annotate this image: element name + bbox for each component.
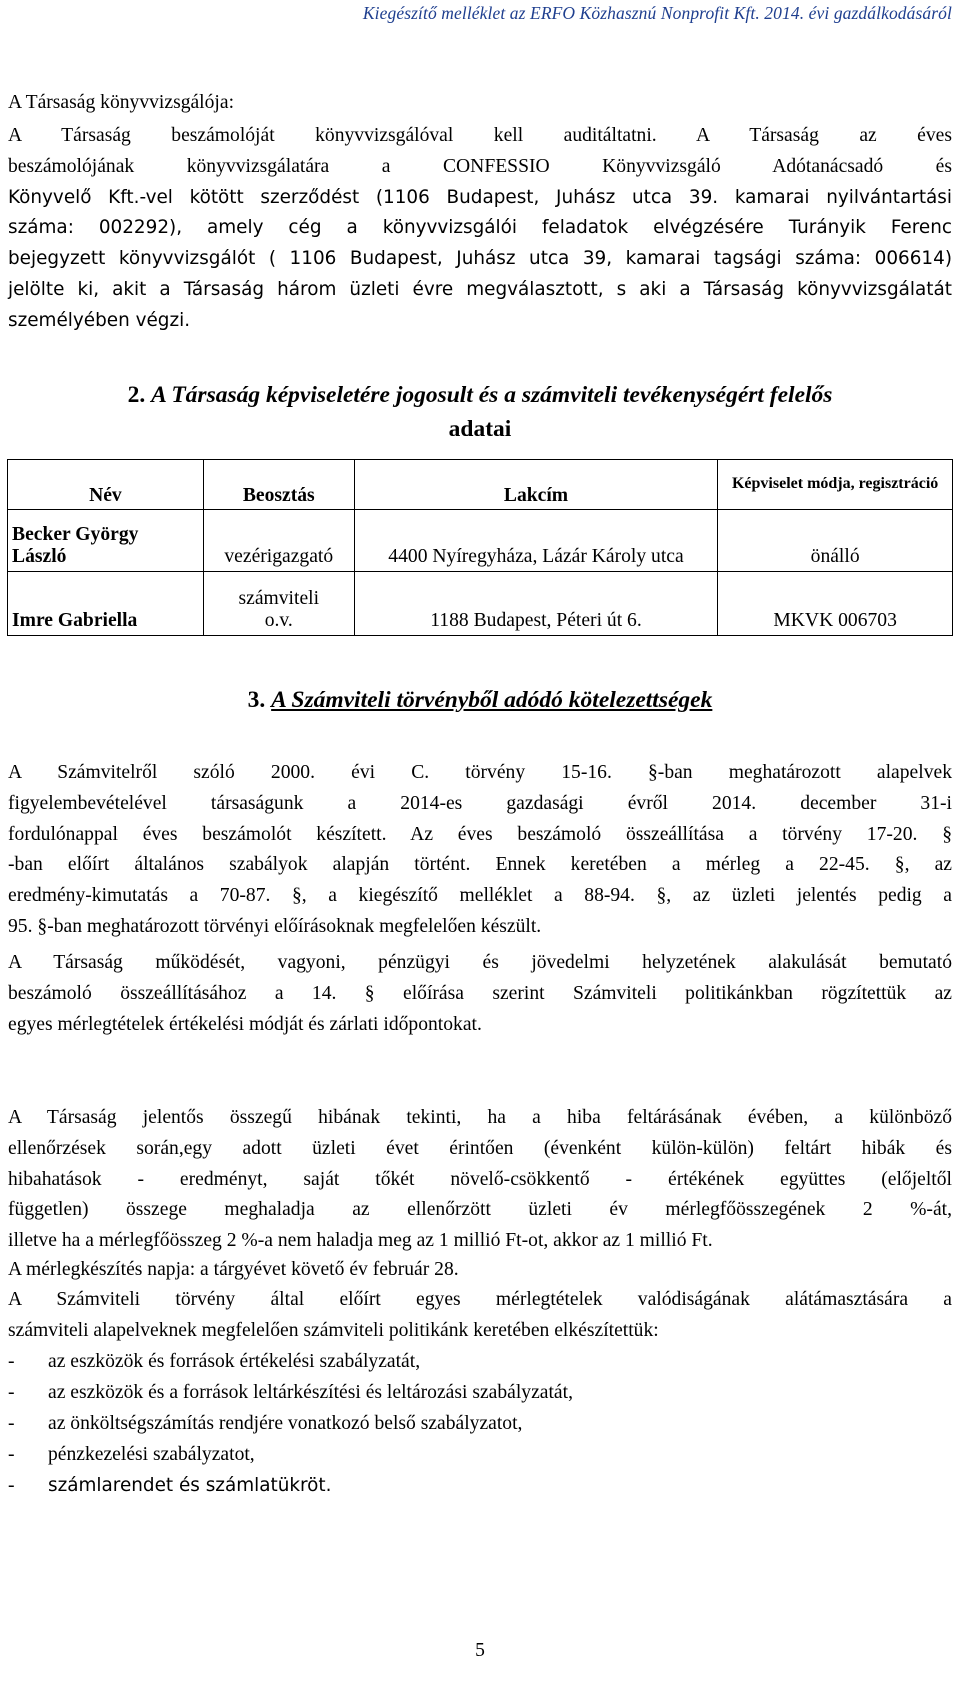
cell-representation: MKVK 006703: [718, 572, 953, 636]
cell-representation: önálló: [718, 510, 953, 572]
list-item: [8, 1378, 573, 1409]
section-3-heading: [0, 683, 960, 717]
text-line: hibahatások - eredményt, saját tőkét növelő-csökkentő - értékének együttes (előjeltől: [8, 1168, 952, 1190]
page-header: Kiegészítő melléklet az ERFO Közhasznú Nonprofit Kft. 2014. évi gazdálkodásáról: [362, 3, 952, 23]
header-representation: Képviselet módja, regisztráció: [718, 460, 953, 510]
audit-line: jelölte ki, akit a Társaság három üzleti évre megválasztott, s aki a Társaság könyvvizsgálatát: [8, 278, 952, 300]
audit-line: személyében végzi.: [8, 309, 191, 331]
position-line: számviteli: [238, 588, 320, 609]
header-address: Lakcím: [354, 460, 718, 510]
section-2-title: A Társaság képviseletére jogosult és a számviteli tevékenységért felelős: [151, 382, 833, 408]
audit-line: bejegyzett könyvvizsgálót ( 1106 Budapest, Juhász utca 39, kamarai tagsági száma: 006614): [8, 248, 952, 270]
cell-position: [203, 572, 354, 636]
paragraph-regulations: [8, 1285, 952, 1347]
text-line: ellenőrzések során,egy adott üzleti évet érintően (évenként külön-külön) feltárt hibák és: [8, 1137, 952, 1159]
header-position: Beosztás: [203, 460, 354, 510]
name-line: László: [12, 546, 67, 567]
audit-title: A Társaság könyvvizsgálója:: [8, 92, 235, 113]
position-line: o.v.: [264, 610, 293, 631]
text-line: fordulónappal éves beszámolót készített. Az éves beszámoló összeállítása a törvény 17-20. §: [8, 823, 952, 845]
text-line: A Társaság működését, vagyoni, pénzügyi és jövedelmi helyzetének alakulását bemutató: [8, 952, 952, 973]
position-line: vezérigazgató: [224, 546, 334, 567]
text-line: A Számviteli törvény által előírt egyes mérlegtételek valódiságának alátámasztására a: [8, 1289, 952, 1310]
list-item: [8, 1471, 332, 1502]
section-3-number: 3.: [247, 687, 266, 713]
text-line: figyelembevételével társaságunk a 2014-es gazdasági évről 2014. december 31-i: [8, 792, 952, 814]
page-number: 5: [475, 1640, 485, 1661]
audit-line: Könyvelő Kft.-vel kötött szerződést (1106 Budapest, Juhász utca 39. kamarai nyilvántartási: [8, 186, 952, 208]
audit-line: beszámolójának könyvvizsgálatára a CONFESSIO Könyvvizsgáló Adótanácsadó és: [8, 155, 952, 177]
paragraph-accounting-policy: [8, 948, 952, 1040]
text-line: 95. §-ban meghatározott törvényi előírásoknak megfelelően készült.: [8, 915, 542, 937]
text-line: független) összege meghaladja az ellenőrzött üzleti év mérlegfőösszegének 2 %-át,: [8, 1199, 952, 1221]
text-line: -ban előírt általános szabályok alapján történt. Ennek keretében a mérleg a 22-45. §, az: [8, 854, 952, 876]
list-item-text: az eszközök és a források leltárkészítési és leltározási szabályzatát,: [48, 1382, 573, 1403]
audit-line: A Társaság beszámolóját könyvvizsgálóval kell auditáltatni. A Társaság az éves: [8, 125, 952, 146]
text-line: eredmény-kimutatás a 70-87. §, a kiegészítő melléklet a 88-94. §, az üzleti jelentés pedig a: [8, 885, 952, 907]
cell-name: [8, 572, 204, 636]
paragraph-balance-date: [8, 1255, 952, 1286]
list-marker: -: [8, 1413, 15, 1434]
section-2-heading: [0, 378, 960, 446]
paragraph-significant-error: [8, 1103, 952, 1257]
audit-line: száma: 002292), amely cég a könyvvizsgálói feladatok elvégzésére Turányik Ferenc: [8, 217, 952, 239]
table-header-row: [8, 460, 953, 510]
text-line: egyes mérlegtételek értékelési módját és zárlati időpontokat.: [8, 1013, 482, 1035]
list-item-text: az önköltségszámítás rendjére vonatkozó belső szabályzatot,: [48, 1413, 523, 1434]
name-line: Imre Gabriella: [12, 610, 138, 631]
section-2-number: 2.: [127, 382, 146, 408]
list-item: [8, 1347, 420, 1378]
paragraph-accounting-law: [8, 758, 952, 943]
list-item: [8, 1409, 522, 1440]
section-2-title-cont: adatai: [448, 416, 512, 442]
table-row: [8, 572, 953, 636]
list-item-text: számlarendet és számlatükröt.: [48, 1475, 332, 1496]
text-line: A Társaság jelentős összegű hibának tekinti, ha a hiba feltárásának évében, a különböző: [8, 1107, 952, 1128]
cell-address: 1188 Budapest, Péteri út 6.: [354, 572, 718, 636]
section-3-title: A Számviteli törvényből adódó kötelezettségek: [271, 687, 713, 713]
name-line: Becker György: [12, 524, 139, 545]
table-row: [8, 510, 953, 572]
text-line: A Számvitelről szóló 2000. évi C. törvény 15-16. §-ban meghatározott alapelvek: [8, 762, 952, 783]
cell-name: [8, 510, 204, 572]
list-marker: -: [8, 1444, 15, 1465]
header-name: Név: [8, 460, 204, 510]
audit-paragraph: [8, 121, 952, 337]
cell-position: [203, 510, 354, 572]
text-line: számviteli alapelveknek megfelelően számviteli politikánk keretében elkészítettük:: [8, 1319, 659, 1341]
list-item-text: az eszközök és források értékelési szabályzatát,: [48, 1351, 421, 1372]
list-item-text: pénzkezelési szabályzatot,: [48, 1444, 255, 1465]
cell-address: 4400 Nyíregyháza, Lázár Károly utca: [354, 510, 718, 572]
representatives-table: [7, 459, 953, 636]
text-line: beszámoló összeállításához a 14. § előírása szerint Számviteli politikánkban rögzítettük az: [8, 982, 952, 1004]
list-marker: -: [8, 1475, 15, 1496]
list-marker: -: [8, 1382, 15, 1403]
text-line: A mérlegkészítés napja: a tárgyévet követő év február 28.: [8, 1259, 459, 1280]
text-line: illetve ha a mérlegfőösszeg 2 %-a nem haladja meg az 1 millió Ft-ot, akkor az 1 millió Ft.: [8, 1230, 713, 1252]
list-marker: -: [8, 1351, 15, 1372]
list-item: [8, 1440, 255, 1471]
audit-section: [8, 88, 952, 119]
